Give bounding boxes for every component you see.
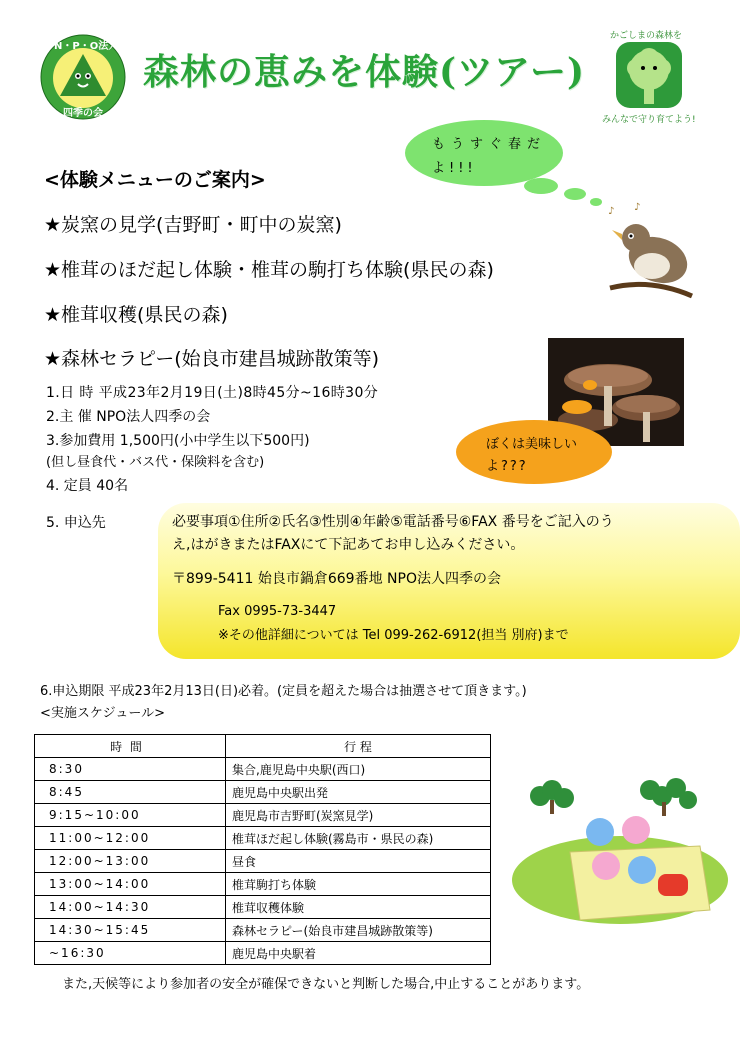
schedule-time: 11:00~12:00	[35, 827, 226, 850]
table-row	[35, 827, 491, 850]
table-row	[35, 919, 491, 942]
table-row	[35, 942, 491, 965]
event-capacity: 4. 定員 40名	[46, 478, 129, 494]
forest-logo-bottom-text: みんなで守り育てよう!	[602, 115, 696, 125]
schedule-label: <実施スケジュール>	[40, 706, 166, 721]
npo-logo-bottom-text: 四季の会	[63, 108, 103, 119]
apply-address: 〒899-5411 始良市鍋倉669番地 NPO法人四季の会	[172, 571, 501, 587]
schedule-table	[34, 734, 491, 965]
event-fee: 3.参加費用 1,500円(小中学生以下500円)	[46, 433, 310, 449]
table-header-row	[35, 735, 491, 758]
schedule-time: 9:15~10:00	[35, 804, 226, 827]
schedule-activity: 森林セラピー(始良市建昌城跡散策等)	[226, 919, 491, 942]
apply-label: 5. 申込先	[46, 515, 106, 531]
npo-logo	[40, 34, 126, 120]
schedule-time: ~16:30	[35, 942, 226, 965]
table-header-itinerary: 行 程	[226, 735, 491, 758]
menu-item-shiitake-harvest: ★椎茸収穫(県民の森)	[44, 304, 228, 326]
picnic-illustration	[500, 770, 730, 930]
schedule-time: 8:30	[35, 758, 226, 781]
bubble-spring-line1: もうすぐ春だ	[432, 137, 547, 152]
bubble-tail-dot	[562, 400, 592, 414]
schedule-activity: 椎茸駒打ち体験	[226, 873, 491, 896]
apply-line1: 必要事項①住所②氏名③性別④年齢⑤電話番号⑥FAX 番号をご記入のう	[172, 514, 614, 530]
npo-logo-top-text: N・P・O法人	[54, 41, 119, 52]
apply-line2: え,はがきまたはFAXにて下記あてお申し込みください。	[172, 537, 525, 553]
table-header-time: 時 間	[35, 735, 226, 758]
schedule-activity: 集合,鹿児島中央駅(西口)	[226, 758, 491, 781]
menu-item-shiitake-experience: ★椎茸のほだ起し体験・椎茸の駒打ち体験(県民の森)	[44, 259, 494, 281]
table-row	[35, 804, 491, 827]
application-deadline: 6.申込期限 平成23年2月13日(日)必着。(定員を超えた場合は抽選させて頂きます。)	[40, 684, 527, 699]
speech-bubble-spring	[405, 120, 563, 186]
bubble-spring-line2: よ!!!	[432, 161, 477, 176]
event-fee-note: (但し昼食代・バス代・保険料を含む)	[46, 455, 265, 470]
apply-contact: ※その他詳細については Tel 099-262-6912(担当 別府)まで	[218, 628, 569, 643]
schedule-time: 8:45	[35, 781, 226, 804]
schedule-activity: 鹿児島市吉野町(炭窯見学)	[226, 804, 491, 827]
bubble-mushroom-line2: よ???	[486, 459, 528, 474]
schedule-time: 12:00~13:00	[35, 850, 226, 873]
page-title: 森林の恵みを体験(ツアー)	[143, 51, 585, 93]
apply-fax: Fax 0995-73-3447	[218, 604, 337, 619]
schedule-activity: 椎茸ほだ起し体験(霧島市・県民の森)	[226, 827, 491, 850]
schedule-activity: 鹿児島中央駅出発	[226, 781, 491, 804]
schedule-time: 14:00~14:30	[35, 896, 226, 919]
schedule-activity: 昼食	[226, 850, 491, 873]
cancellation-note: また,天候等により参加者の安全が確保できないと判断した場合,中止することがあります。	[62, 977, 590, 992]
bubble-mushroom-line1: ぼくは美味しい	[486, 437, 578, 452]
table-row	[35, 896, 491, 919]
bird-illustration	[600, 200, 695, 300]
svg-text:♪: ♪	[634, 202, 641, 213]
schedule-activity: 椎茸収穫体験	[226, 896, 491, 919]
menu-item-charcoal-kiln: ★炭窯の見学(吉野町・町中の炭窯)	[44, 214, 342, 236]
schedule-time: 13:00~14:00	[35, 873, 226, 896]
bubble-tail-dot	[583, 380, 597, 390]
menu-item-forest-therapy: ★森林セラピー(始良市建昌城跡散策等)	[44, 348, 380, 370]
bubble-tail-dot	[524, 178, 558, 194]
schedule-activity: 鹿児島中央駅着	[226, 942, 491, 965]
svg-text:♪: ♪	[608, 206, 615, 217]
forest-logo-top-text: かごしまの森林を	[610, 31, 683, 41]
table-row	[35, 873, 491, 896]
menu-heading: <体験メニューのご案内>	[44, 169, 266, 191]
table-row	[35, 758, 491, 781]
schedule-time: 14:30~15:45	[35, 919, 226, 942]
kagoshima-forest-logo	[604, 28, 698, 124]
event-organizer: 2.主 催 NPO法人四季の会	[46, 409, 211, 425]
table-row	[35, 850, 491, 873]
event-datetime: 1.日 時 平成23年2月19日(土)8時45分~16時30分	[46, 385, 379, 401]
table-row	[35, 781, 491, 804]
bubble-tail-dot	[564, 188, 586, 200]
